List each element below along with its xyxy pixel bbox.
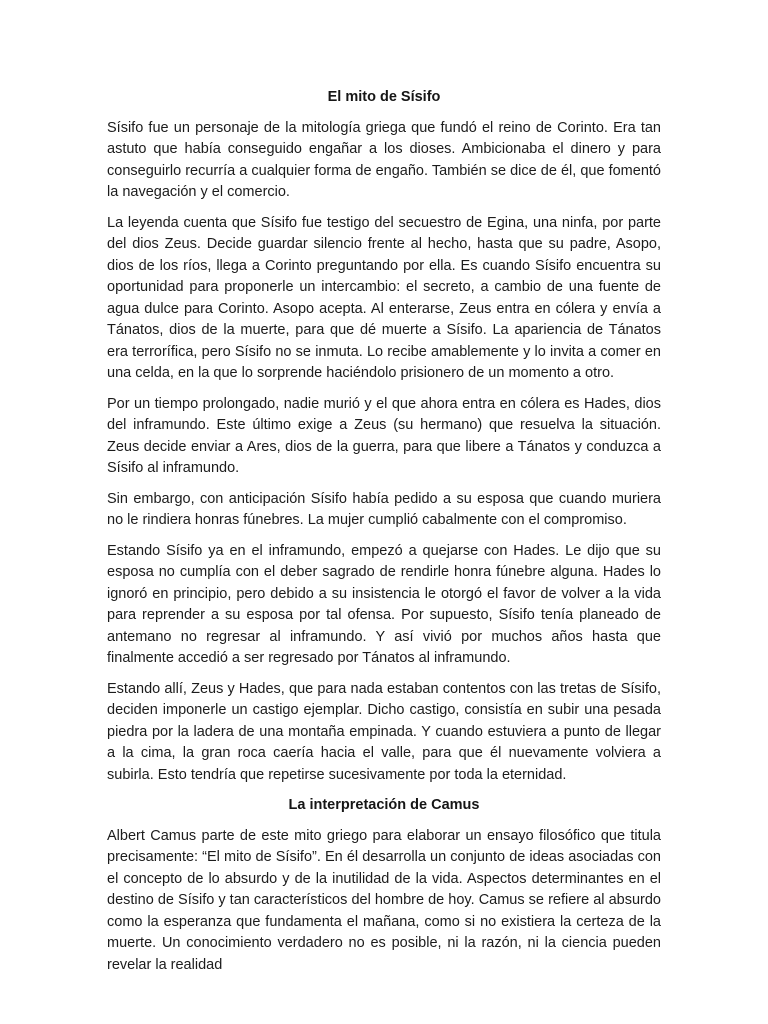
paragraph-honras-funebres: Sin embargo, con anticipación Sísifo había pedido a su esposa que cuando muriera no le rindiera honras fúnebres. La mujer cumplió cabalmente con el compromiso. bbox=[107, 490, 661, 528]
paragraph-sisifo-intro: Sísifo fue un personaje de la mitología griega que fundó el reino de Corinto. Era tan astuto que había conseguido engañar a los dioses. Ambicionaba el dinero y para conseguirlo recurría a cualquier forma de engaño. También se dice de él, que fomentó la navegación y el comercio. bbox=[107, 119, 661, 200]
paragraph-castigo-ejemplar: Estando allí, Zeus y Hades, que para nada estaban contentos con las tretas de Sísifo, deciden imponerle un castigo ejemplar. Dicho castigo, consistía en subir una pesada piedra por la ladera de una montaña empinada. Y cuando estuviera a punto de llegar a la cima, la gran roca caería hacia el valle, para que él nuevamente volviera a subirla. Esto tendría que repetirse sucesivamente por toda la eternidad. bbox=[107, 680, 661, 783]
paragraph-albert-camus: Albert Camus parte de este mito griego para elaborar un ensayo filosófico que titula precisamente: “El mito de Sísifo”. En él desarrolla un conjunto de ideas asociadas con el concepto de lo absurdo y de la inutilidad de la vida. Aspectos determinantes en el destino de Sísifo y tan característicos del hombre de hoy. Camus se refiere al absurdo como la esperanza que fundamenta el mañana, como si no existiera la certeza de la muerte. Un conocimiento verdadero no es posible, ni la razón, ni la ciencia pueden revelar la realidad bbox=[107, 827, 661, 973]
document-title: El mito de Sísifo bbox=[327, 89, 441, 105]
section-heading-interpretacion-camus: La interpretación de Camus bbox=[288, 797, 480, 813]
paragraph-leyenda-secuestro: La leyenda cuenta que Sísifo fue testigo del secuestro de Egina, una ninfa, por parte del dios Zeus. Decide guardar silencio frente al hecho, hasta que su padre, Asopo, dios de los ríos, llega a Corinto preguntando por ella. Es cuando Sísifo encuentra su oportunidad para proponerle un intercambio: el secreto, a cambio de una fuente de agua dulce para Corinto. Asopo acepta. Al enterarse, Zeus entra en cólera y envía a Tánatos, dios de la muerte, para que dé muerte a Sísifo. La apariencia de Tánatos era terrorífica, pero Sísifo no se inmuta. Lo recibe amablemente y lo invita a comer en una celda, en la que lo sorprende haciéndolo prisionero de un momento a otro. bbox=[107, 214, 661, 381]
paragraph-hades-colera: Por un tiempo prolongado, nadie murió y el que ahora entra en cólera es Hades, dios del inframundo. Este último exige a Zeus (su hermano) que resuelva la situación. Zeus decide enviar a Ares, dios de la guerra, para que libere a Tánatos y conduzca a Sísifo al inframundo. bbox=[107, 395, 661, 476]
paragraph-queja-hades: Estando Sísifo ya en el inframundo, empezó a quejarse con Hades. Le dijo que su esposa no cumplía con el deber sagrado de rendirle honra fúnebre alguna. Hades lo ignoró en principio, pero debido a su insistencia le otorgó el favor de volver a la vida para reprender a su esposa por tal ofensa. Por supuesto, Sísifo tenía planeado de antemano no regresar al inframundo. Y así vivió por muchos años hasta que finalmente accedió a ser regresado por Tánatos al inframundo. bbox=[107, 542, 661, 666]
